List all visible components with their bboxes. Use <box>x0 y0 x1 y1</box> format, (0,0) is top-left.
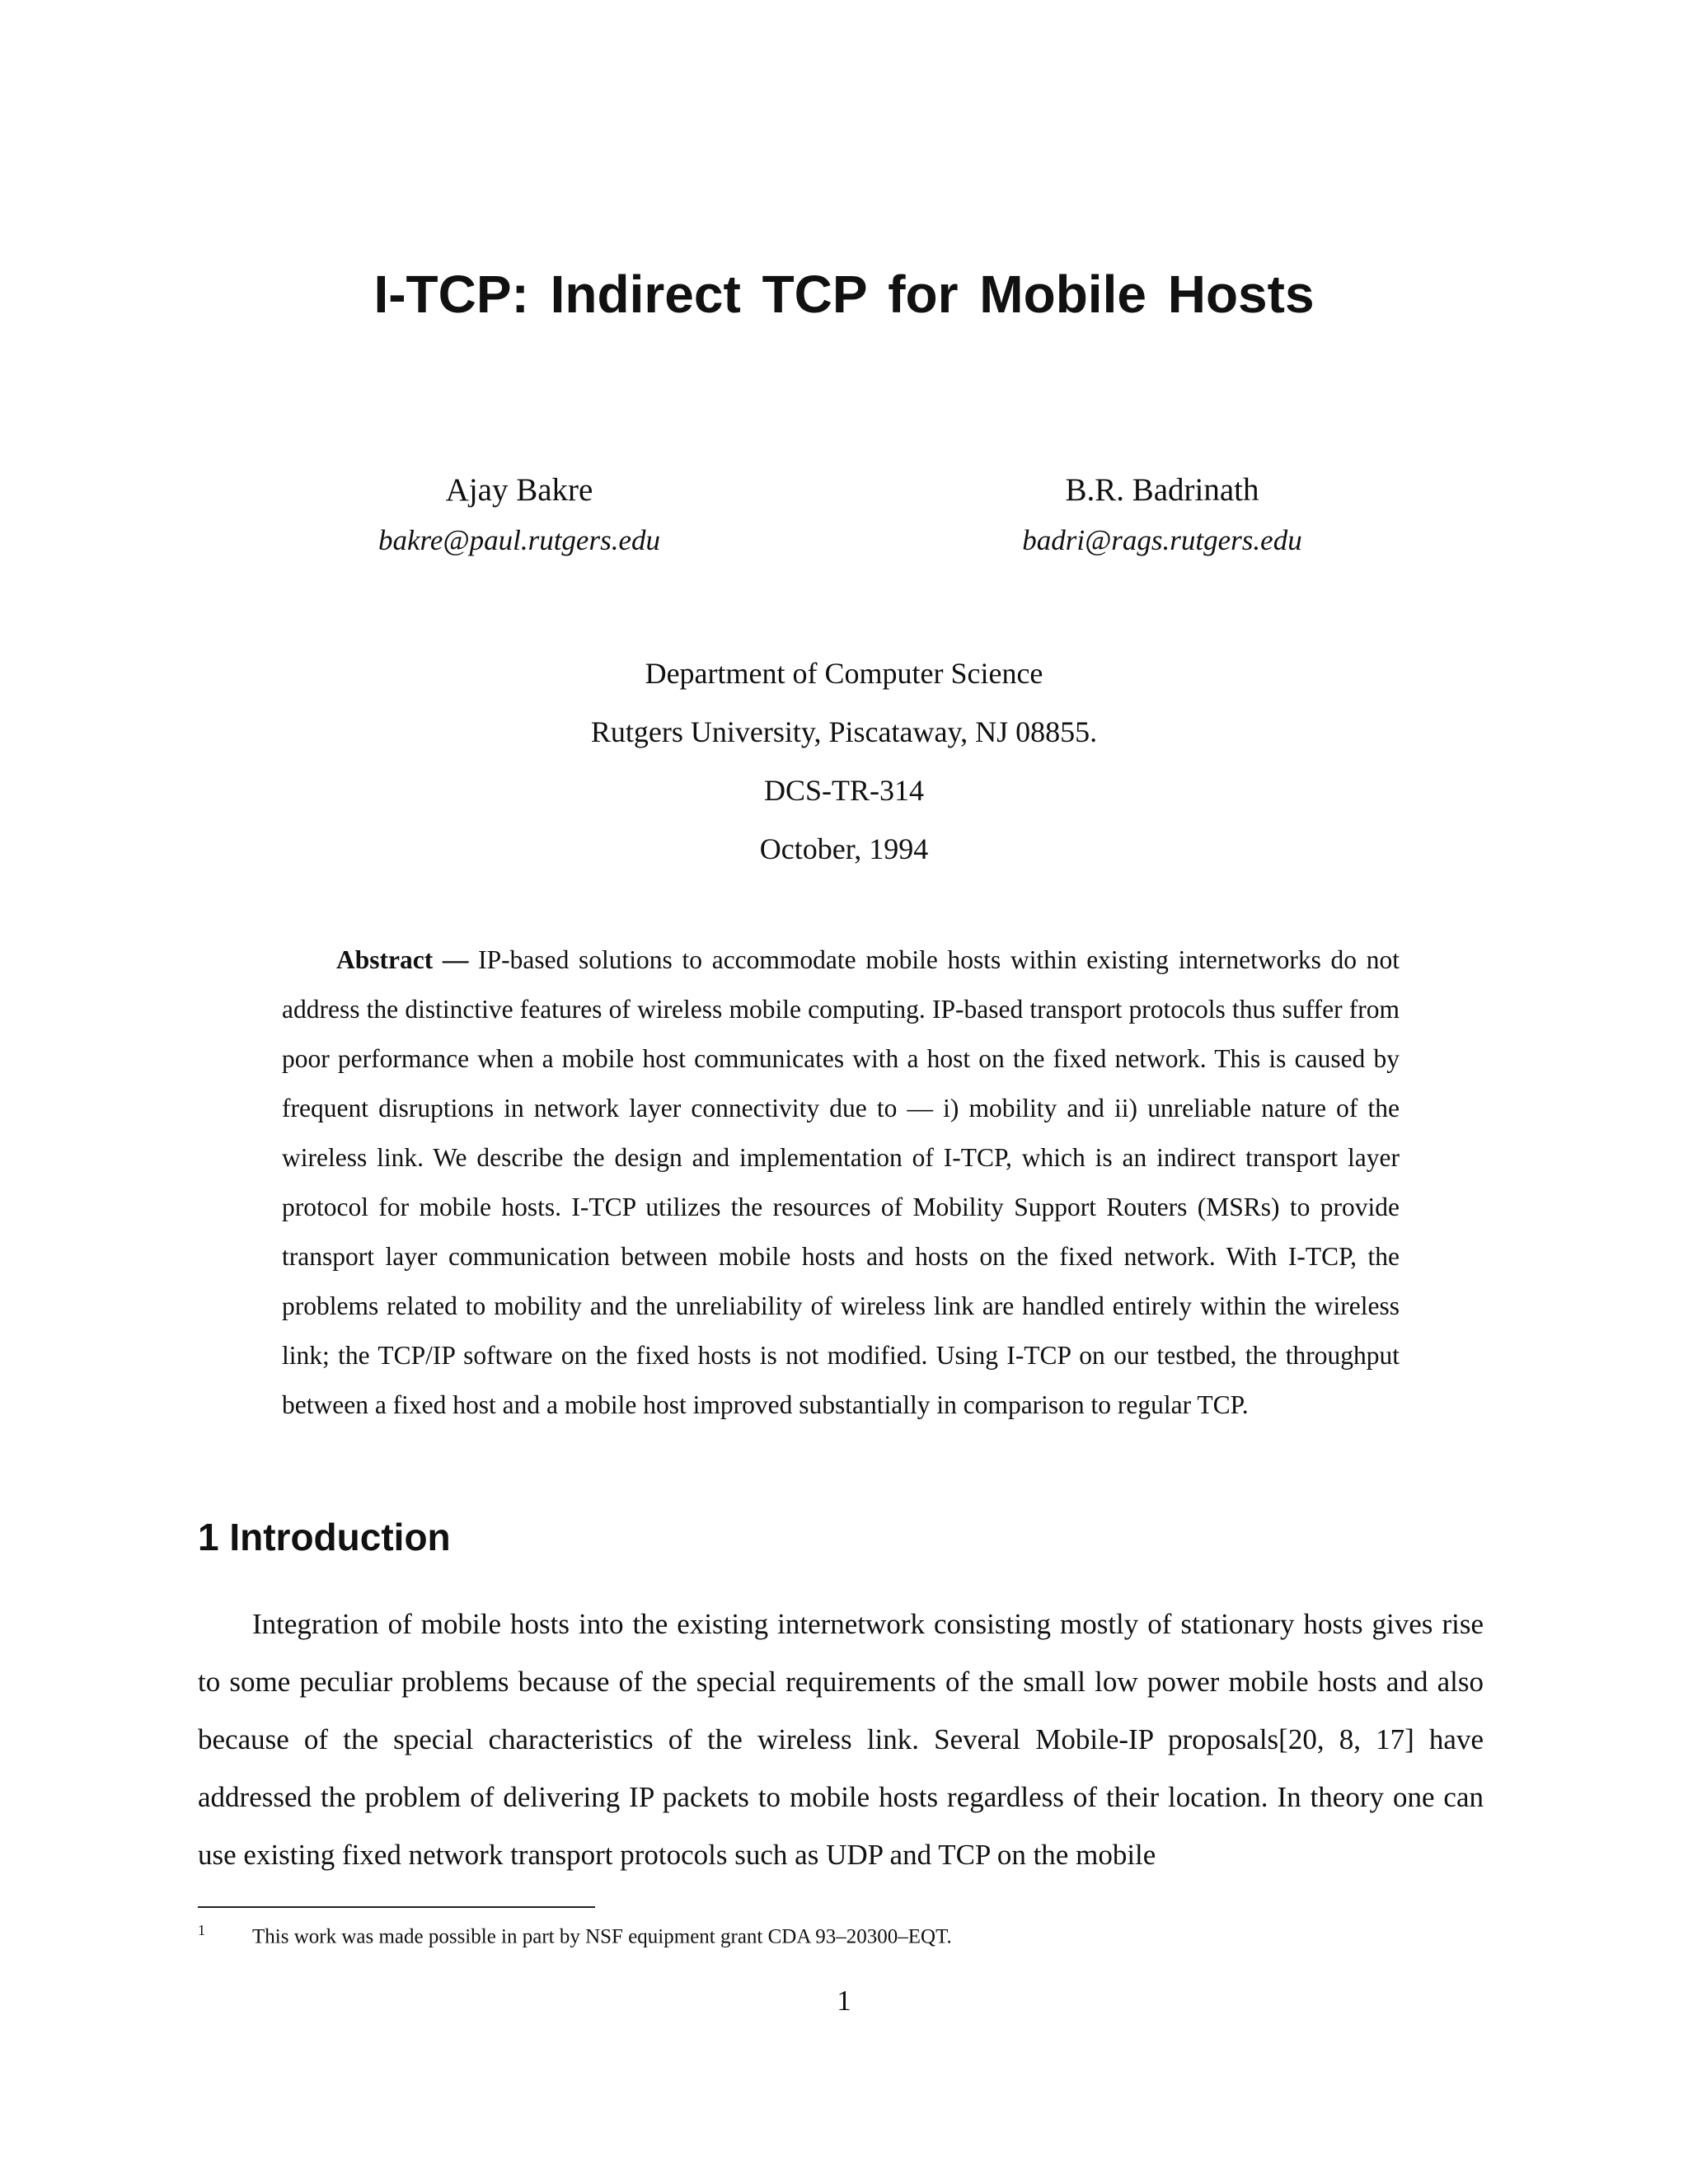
intro-paragraph: Integration of mobile hosts into the existing internetwork consisting mostly of stationary hosts gives rise to some peculiar problems because of the special requirements of the small low power mobile hosts and also because of the special characteristics of the wireless link. Several Mobile-IP proposals[20, 8, 17] have addressed the problem of delivering IP packets to mobile hosts regardless of their location. In theory one can use existing fixed network transport protocols such as UDP and TCP on the mobile <box>198 1608 1484 1871</box>
section-heading: 1 Introduction <box>198 1516 451 1558</box>
author-name: B.R. Badrinath <box>1065 472 1259 508</box>
footnote-text: This work was made possible in part by NSF equipment grant CDA 93–20300–EQT. <box>252 1925 952 1948</box>
author-block <box>231 470 808 560</box>
report-number: DCS-TR-314 <box>763 774 924 807</box>
author-email: bakre@paul.rutgers.edu <box>378 524 660 556</box>
footnote-mark: 1 <box>198 1922 205 1938</box>
page-number: 1 <box>837 1985 851 2017</box>
footnote <box>198 1914 952 1953</box>
paper-title: I-TCP: Indirect TCP for Mobile Hosts <box>373 265 1315 324</box>
report-date: October, 1994 <box>759 832 929 865</box>
author-block <box>874 470 1451 560</box>
abstract-label: Abstract — <box>336 945 469 974</box>
abstract <box>282 935 1400 1430</box>
university: Rutgers University, Piscataway, NJ 08855. <box>590 715 1098 748</box>
department: Department of Computer Science <box>645 657 1043 690</box>
abstract-text: IP-based solutions to accommodate mobile hosts within existing internetworks do not address the distinctive features of wireless mobile computing. IP-based transport protocols thus suffer from poor performance when a mobile host communicates with a host on the fixed network. This is caused by frequent disruptions in network layer connectivity due to — i) mobility and ii) unreliable nature of the wireless link. We describe the design and implementation of I-TCP, which is an indirect transport layer protocol for mobile hosts. I-TCP utilizes the resources of Mobility Support Routers (MSRs) to provide transport layer communication between mobile hosts and hosts on the fixed network. With I-TCP, the problems related to mobility and the unreliability of wireless link are handled entirely within the wireless link; the TCP/IP software on the fixed hosts is not modified. Using I-TCP on our testbed, the throughput between a fixed host and a mobile host improved substantially in comparison to regular TCP. <box>282 945 1400 1419</box>
affiliation-block <box>0 644 1688 879</box>
author-name: Ajay Bakre <box>445 472 593 508</box>
author-email: badri@rags.rutgers.edu <box>1022 524 1302 556</box>
footnote-divider <box>198 1906 595 1908</box>
